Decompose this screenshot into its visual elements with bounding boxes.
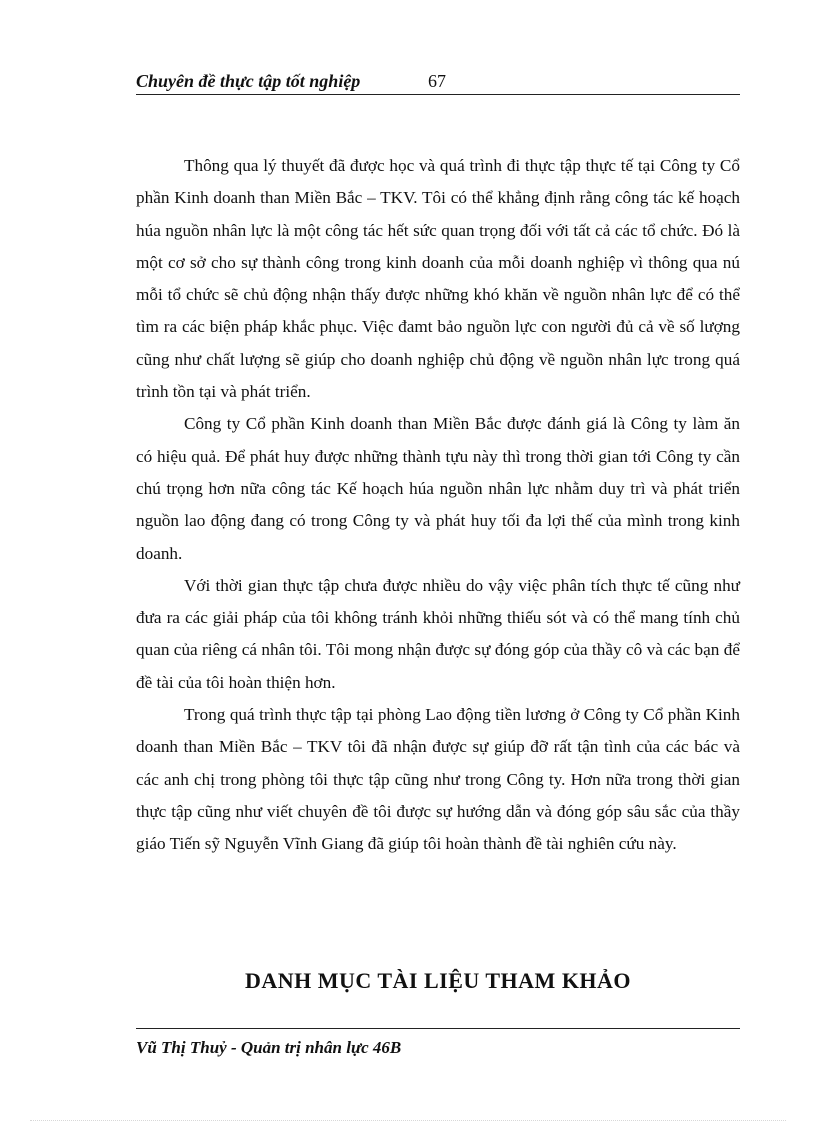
scan-edge-divider [30, 1120, 786, 1121]
page-header [136, 70, 740, 95]
paragraph: Với thời gian thực tập chưa được nhiều do vậy việc phân tích thực tế cũng như đưa ra các giải pháp của tôi không tránh khỏi những thiếu sót và có thể mang tính chủ quan của riêng cá nhân tôi. Tôi mong nhận được sự đóng góp của thầy cô và các bạn để đề tài của tôi hoàn thiện hơn. [136, 575, 740, 692]
page-footer [136, 1028, 740, 1059]
footer-author-line: Vũ Thị Thuỷ - Quản trị nhân lực 46B [136, 1038, 402, 1057]
page-number: 67 [428, 71, 446, 91]
paragraph: Thông qua lý thuyết đã được học và quá trình đi thực tập thực tế tại Công ty Cổ phần Kinh doanh than Miền Bắc – TKV. Tôi có thể khẳng định rằng công tác kế hoạch húa nguồn nhân lực là một công tác hết sức quan trọng đối với tất cả các tổ chức. Đó là một cơ sở cho sự thành công trong kinh doanh của mỗi doanh nghiệp vì thông qua nú mỗi tổ chức sẽ chủ động nhận thấy được những khó khăn về nguồn nhân lực để có thể tìm ra các biện pháp khắc phục. Việc đamt bảo nguồn lực con người đủ cả về số lượng cũng như chất lượng sẽ giúp cho doanh nghiệp chủ động về nguồn nhân lực trong quá trình tồn tại và phát triển. [136, 156, 740, 402]
section-heading: DANH MỤC TÀI LIỆU THAM KHẢO [244, 968, 632, 993]
header-title: Chuyên đề thực tập tốt nghiệp [136, 71, 361, 91]
paragraph: Công ty Cổ phần Kinh doanh than Miền Bắc được đánh giá là Công ty làm ăn có hiệu quả. Để phát huy được những thành tựu này thì trong thời gian tới Công ty cần chú trọng hơn nữa công tác Kế hoạch húa nguồn nhân lực nhằm duy trì và phát triển nguồn lao động đang có trong Công ty và phát huy tối đa lợi thế của mình trong kinh doanh. [136, 414, 740, 563]
paragraph: Trong quá trình thực tập tại phòng Lao động tiền lương ở Công ty Cổ phần Kinh doanh than Miền Bắc – TKV tôi đã nhận được sự giúp đỡ rất tận tình của các bác và các anh chị trong phòng tôi thực tập cũng như trong Công ty. Hơn nữa trong thời gian thực tập cũng như viết chuyên đề tôi được sự hướng dẫn và đóng góp sâu sắc của thầy giáo Tiến sỹ Nguyễn Vĩnh Giang đã giúp tôi hoàn thành đề tài nghiên cứu này. [136, 705, 740, 854]
body-text [136, 150, 740, 861]
